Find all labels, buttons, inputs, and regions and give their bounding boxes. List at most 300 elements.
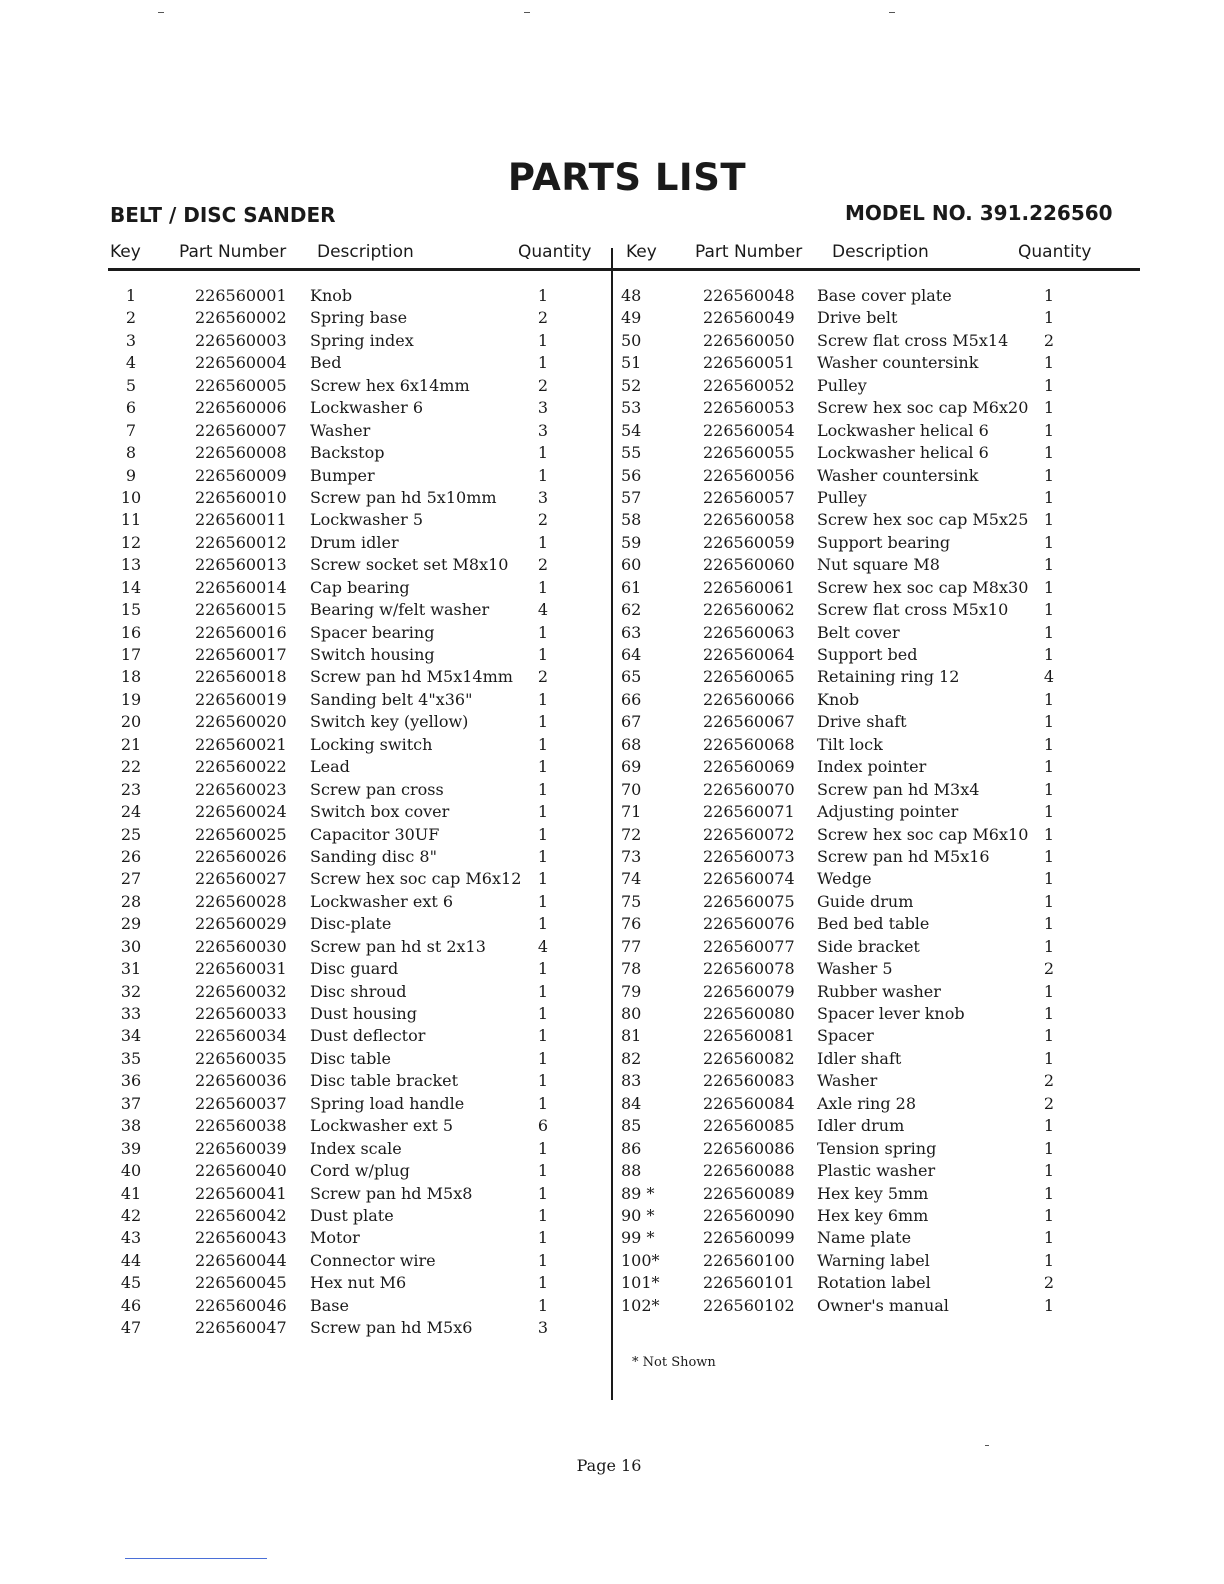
part-description: Bumper: [310, 465, 375, 485]
part-quantity: 1: [1043, 802, 1055, 822]
part-description: Tension spring: [817, 1138, 937, 1158]
part-description: Dust housing: [310, 1004, 417, 1023]
part-number: 226560062: [703, 600, 795, 620]
part-key: 69: [621, 757, 642, 777]
column-header-part-number: Part Number: [179, 242, 287, 262]
part-description: Spacer lever knob: [817, 1004, 965, 1023]
part-number: 226560023: [195, 779, 287, 799]
part-description: Spacer: [817, 1026, 874, 1046]
part-number: 226560046: [195, 1295, 287, 1315]
page-number: Page 16: [576, 1456, 642, 1475]
part-number: 226560060: [703, 555, 795, 575]
part-number: 226560080: [703, 1004, 795, 1023]
part-number: 226560044: [195, 1250, 287, 1270]
part-quantity: 1: [1043, 622, 1055, 642]
part-number: 226560051: [703, 353, 795, 373]
part-description: Side bracket: [817, 936, 920, 956]
part-number: 226560004: [195, 353, 287, 373]
part-number: 226560032: [195, 981, 287, 1001]
part-quantity: 1: [1043, 1205, 1055, 1225]
part-quantity: 1: [537, 891, 549, 911]
part-number: 226560022: [195, 757, 287, 777]
part-key: 59: [621, 532, 642, 552]
part-quantity: 4: [537, 600, 549, 620]
part-number: 226560033: [195, 1004, 287, 1023]
part-number: 226560099: [703, 1228, 795, 1248]
part-quantity: 1: [537, 802, 549, 822]
part-quantity: 3: [537, 487, 549, 507]
part-quantity: 1: [537, 712, 549, 732]
part-number: 226560082: [703, 1048, 795, 1068]
part-description: Screw hex soc cap M6x12: [310, 869, 522, 889]
part-key: 15: [120, 600, 142, 620]
part-key: 13: [120, 555, 142, 575]
part-description: Spacer bearing: [310, 622, 435, 642]
part-key: 4: [125, 353, 137, 373]
part-description: Warning label: [817, 1250, 930, 1270]
part-key: 53: [621, 398, 642, 418]
part-number: 226560043: [195, 1228, 287, 1248]
part-key: 100*: [621, 1250, 660, 1270]
part-number: 226560065: [703, 667, 795, 687]
part-key: 41: [120, 1183, 142, 1203]
part-quantity: 1: [1043, 1228, 1055, 1248]
part-quantity: 1: [537, 869, 549, 889]
part-description: Knob: [817, 689, 860, 709]
part-quantity: 1: [1043, 757, 1055, 777]
part-key: 88: [621, 1161, 642, 1181]
part-key: 63: [621, 622, 642, 642]
part-description: Washer countersink: [817, 465, 979, 485]
part-key: 83: [621, 1071, 642, 1091]
part-quantity: 1: [1043, 981, 1055, 1001]
part-description: Disc table bracket: [310, 1071, 459, 1091]
part-quantity: 1: [1043, 1004, 1055, 1023]
part-number: 226560052: [703, 375, 795, 395]
part-description: Nut square M8: [817, 555, 940, 575]
part-key: 76: [621, 914, 642, 934]
part-key: 33: [120, 1004, 142, 1023]
part-key: 101*: [621, 1273, 660, 1293]
part-description: Support bed: [817, 645, 918, 664]
part-number: 226560017: [195, 645, 287, 664]
column-header-quantity: Quantity: [1018, 242, 1092, 262]
part-key: 49: [621, 308, 642, 328]
part-key: 70: [621, 779, 642, 799]
product-name: BELT / DISC SANDER: [110, 203, 336, 227]
part-description: Disc table: [310, 1048, 391, 1068]
part-key: 2: [125, 308, 137, 328]
part-description: Index scale: [310, 1138, 402, 1158]
part-quantity: 1: [537, 577, 549, 597]
part-number: 226560013: [195, 555, 287, 575]
part-number: 226560058: [703, 510, 795, 530]
part-description: Hex key 5mm: [817, 1183, 929, 1203]
part-key: 34: [120, 1026, 142, 1046]
part-description: Washer countersink: [817, 353, 979, 373]
part-quantity: 1: [1043, 1183, 1055, 1203]
part-description: Lockwasher 5: [310, 510, 424, 530]
part-key: 12: [120, 532, 142, 552]
part-number: 226560063: [703, 622, 795, 642]
part-number: 226560101: [703, 1273, 795, 1293]
part-quantity: 1: [537, 846, 549, 866]
column-divider: [611, 248, 613, 1400]
part-description: Plastic washer: [817, 1161, 936, 1181]
part-key: 80: [621, 1004, 642, 1023]
part-description: Name plate: [817, 1228, 912, 1248]
part-quantity: 1: [1043, 645, 1055, 664]
part-quantity: 4: [1043, 667, 1055, 687]
page-title: PARTS LIST: [507, 156, 747, 199]
part-number: 226560049: [703, 308, 795, 328]
part-quantity: 1: [537, 1161, 549, 1181]
part-key: 26: [120, 846, 142, 866]
part-key: 39: [120, 1138, 142, 1158]
part-number: 226560015: [195, 600, 287, 620]
part-description: Screw pan hd M5x16: [817, 846, 990, 866]
part-number: 226560014: [195, 577, 287, 597]
part-key: 30: [120, 936, 142, 956]
part-description: Cord w/plug: [310, 1161, 410, 1181]
part-key: 84: [621, 1093, 642, 1113]
part-quantity: 1: [537, 532, 549, 552]
part-description: Belt cover: [817, 622, 900, 642]
part-description: Lockwasher ext 6: [310, 891, 454, 911]
part-number: 226560029: [195, 914, 287, 934]
part-description: Pulley: [817, 487, 867, 507]
part-quantity: 1: [537, 622, 549, 642]
part-quantity: 1: [1043, 510, 1055, 530]
part-number: 226560020: [195, 712, 287, 732]
part-quantity: 1: [537, 443, 549, 463]
part-number: 226560038: [195, 1116, 287, 1136]
part-description: Lockwasher helical 6: [817, 420, 989, 440]
part-quantity: 2: [537, 510, 549, 530]
part-key: 81: [621, 1026, 642, 1046]
part-number: 226560059: [703, 532, 795, 552]
part-number: 226560068: [703, 734, 795, 754]
part-key: 60: [621, 555, 642, 575]
part-description: Pulley: [817, 375, 867, 395]
part-quantity: 1: [537, 1183, 549, 1203]
part-quantity: 1: [1043, 353, 1055, 373]
part-key: 64: [621, 645, 642, 664]
part-number: 226560039: [195, 1138, 287, 1158]
part-number: 226560006: [195, 398, 287, 418]
column-header-quantity: Quantity: [518, 242, 592, 262]
part-description: Screw pan cross: [310, 779, 444, 799]
part-quantity: 1: [537, 1004, 549, 1023]
part-quantity: 1: [537, 779, 549, 799]
part-quantity: 1: [1043, 532, 1055, 552]
part-quantity: 1: [537, 465, 549, 485]
part-quantity: 1: [1043, 824, 1055, 844]
part-number: 226560021: [195, 734, 287, 754]
part-number: 226560048: [703, 286, 795, 305]
part-quantity: 1: [1043, 1048, 1055, 1068]
part-key: 25: [120, 824, 142, 844]
part-number: 226560007: [195, 420, 287, 440]
part-key: 52: [621, 375, 642, 395]
part-quantity: 1: [537, 824, 549, 844]
part-key: 86: [621, 1138, 642, 1158]
part-key: 32: [120, 981, 142, 1001]
part-key: 77: [621, 936, 642, 956]
part-description: Idler drum: [817, 1116, 905, 1136]
part-description: Rotation label: [817, 1273, 931, 1293]
part-key: 17: [120, 645, 142, 664]
part-number: 226560056: [703, 465, 795, 485]
part-key: 61: [621, 577, 642, 597]
part-number: 226560072: [703, 824, 795, 844]
scan-mark: [524, 12, 530, 13]
part-description: Base cover plate: [817, 286, 952, 305]
part-key: 22: [120, 757, 142, 777]
part-quantity: 2: [537, 375, 549, 395]
part-number: 226560089: [703, 1183, 795, 1203]
part-number: 226560008: [195, 443, 287, 463]
part-quantity: 1: [1043, 1026, 1055, 1046]
part-key: 74: [621, 869, 642, 889]
part-key: 37: [120, 1093, 142, 1113]
part-number: 226560018: [195, 667, 287, 687]
part-key: 1: [125, 286, 137, 305]
part-quantity: 2: [1043, 1093, 1055, 1113]
part-number: 226560054: [703, 420, 795, 440]
part-number: 226560012: [195, 532, 287, 552]
part-description: Screw pan hd M3x4: [817, 779, 980, 799]
part-key: 48: [621, 286, 642, 305]
part-number: 226560081: [703, 1026, 795, 1046]
part-description: Washer: [310, 420, 371, 440]
part-quantity: 3: [537, 420, 549, 440]
part-key: 29: [120, 914, 142, 934]
part-description: Screw pan hd st 2x13: [310, 936, 486, 956]
part-description: Owner's manual: [817, 1295, 949, 1315]
part-quantity: 1: [537, 1026, 549, 1046]
part-description: Screw pan hd 5x10mm: [310, 487, 497, 507]
part-key: 35: [120, 1048, 142, 1068]
part-description: Switch housing: [310, 645, 435, 664]
part-quantity: 1: [1043, 308, 1055, 328]
footnote: * Not Shown: [632, 1355, 716, 1370]
part-key: 6: [125, 398, 137, 418]
part-description: Spring index: [310, 330, 414, 350]
part-description: Lockwasher helical 6: [817, 443, 989, 463]
part-quantity: 3: [537, 1318, 549, 1338]
part-number: 226560041: [195, 1183, 287, 1203]
part-number: 226560070: [703, 779, 795, 799]
part-quantity: 1: [1043, 936, 1055, 956]
part-quantity: 1: [537, 330, 549, 350]
part-key: 43: [120, 1228, 142, 1248]
part-key: 3: [125, 330, 137, 350]
part-key: 38: [120, 1116, 142, 1136]
part-quantity: 1: [1043, 577, 1055, 597]
part-quantity: 2: [537, 667, 549, 687]
part-key: 82: [621, 1048, 642, 1068]
part-quantity: 1: [537, 734, 549, 754]
part-key: 58: [621, 510, 642, 530]
part-number: 226560100: [703, 1250, 795, 1270]
part-description: Dust deflector: [310, 1026, 426, 1046]
part-description: Screw socket set M8x10: [310, 555, 509, 575]
part-quantity: 1: [537, 689, 549, 709]
part-number: 226560035: [195, 1048, 287, 1068]
part-description: Idler shaft: [817, 1048, 902, 1068]
column-header-key: Key: [110, 242, 141, 262]
part-quantity: 1: [1043, 398, 1055, 418]
part-key: 67: [621, 712, 642, 732]
part-key: 78: [621, 959, 642, 979]
part-number: 226560061: [703, 577, 795, 597]
part-quantity: 1: [1043, 712, 1055, 732]
part-description: Washer 5: [817, 959, 893, 979]
part-number: 226560071: [703, 802, 795, 822]
part-quantity: 1: [537, 1048, 549, 1068]
part-key: 57: [621, 487, 642, 507]
part-description: Dust plate: [310, 1205, 394, 1225]
part-key: 75: [621, 891, 642, 911]
part-quantity: 1: [1043, 600, 1055, 620]
part-key: 44: [120, 1250, 142, 1270]
part-key: 36: [120, 1071, 142, 1091]
part-number: 226560084: [703, 1093, 795, 1113]
part-description: Drive belt: [817, 308, 898, 328]
part-key: 68: [621, 734, 642, 754]
part-number: 226560011: [195, 510, 287, 530]
part-number: 226560047: [195, 1318, 287, 1338]
part-quantity: 1: [537, 757, 549, 777]
part-key: 90 *: [621, 1205, 655, 1225]
part-description: Locking switch: [310, 734, 433, 754]
part-description: Disc-plate: [310, 914, 392, 934]
part-quantity: 1: [1043, 689, 1055, 709]
scan-mark: [158, 12, 164, 13]
part-quantity: 1: [1043, 420, 1055, 440]
part-number: 226560042: [195, 1205, 287, 1225]
part-number: 226560036: [195, 1071, 287, 1091]
part-key: 31: [120, 959, 142, 979]
column-header-description: Description: [317, 242, 414, 262]
part-description: Screw hex soc cap M8x30: [817, 577, 1029, 597]
part-description: Base: [310, 1295, 349, 1315]
part-description: Drum idler: [310, 532, 399, 552]
part-key: 47: [120, 1318, 142, 1338]
part-description: Screw pan hd M5x6: [310, 1318, 473, 1338]
part-number: 226560009: [195, 465, 287, 485]
part-quantity: 1: [1043, 869, 1055, 889]
part-number: 226560064: [703, 645, 795, 664]
part-number: 226560077: [703, 936, 795, 956]
part-description: Axle ring 28: [817, 1093, 917, 1113]
part-number: 226560083: [703, 1071, 795, 1091]
part-description: Sanding belt 4"x36": [310, 689, 473, 709]
part-quantity: 1: [1043, 1161, 1055, 1181]
part-description: Screw flat cross M5x10: [817, 600, 1009, 620]
part-description: Disc guard: [310, 959, 399, 979]
part-description: Lockwasher 6: [310, 398, 424, 418]
part-key: 10: [120, 487, 142, 507]
part-number: 226560040: [195, 1161, 287, 1181]
part-number: 226560050: [703, 330, 795, 350]
part-key: 71: [621, 802, 642, 822]
part-quantity: 1: [537, 1250, 549, 1270]
part-key: 21: [120, 734, 142, 754]
part-quantity: 1: [1043, 465, 1055, 485]
part-key: 79: [621, 981, 642, 1001]
part-description: Drive shaft: [817, 712, 907, 732]
part-quantity: 2: [1043, 1071, 1055, 1091]
part-quantity: 1: [1043, 734, 1055, 754]
part-key: 27: [120, 869, 142, 889]
part-number: 226560027: [195, 869, 287, 889]
part-description: Tilt lock: [817, 734, 883, 754]
part-quantity: 1: [537, 1205, 549, 1225]
part-quantity: 1: [1043, 375, 1055, 395]
part-description: Hex nut M6: [310, 1273, 407, 1293]
part-description: Spring base: [310, 308, 408, 328]
part-quantity: 1: [1043, 487, 1055, 507]
part-quantity: 1: [537, 959, 549, 979]
part-description: Screw hex 6x14mm: [310, 375, 470, 395]
part-number: 226560034: [195, 1026, 287, 1046]
part-quantity: 1: [1043, 846, 1055, 866]
part-number: 226560010: [195, 487, 287, 507]
part-quantity: 2: [537, 555, 549, 575]
part-number: 226560025: [195, 824, 287, 844]
part-description: Switch key (yellow): [310, 712, 469, 732]
part-quantity: 1: [1043, 555, 1055, 575]
part-description: Guide drum: [817, 891, 914, 911]
part-key: 45: [120, 1273, 142, 1293]
part-quantity: 1: [537, 981, 549, 1001]
part-description: Capacitor 30UF: [310, 824, 440, 844]
part-quantity: 1: [537, 1138, 549, 1158]
part-number: 226560076: [703, 914, 795, 934]
part-quantity: 1: [537, 1228, 549, 1248]
part-quantity: 1: [1043, 1116, 1055, 1136]
part-quantity: 3: [537, 398, 549, 418]
part-number: 226560024: [195, 802, 287, 822]
part-number: 226560057: [703, 487, 795, 507]
header-rule: [108, 268, 1140, 271]
part-key: 19: [120, 689, 142, 709]
part-key: 55: [621, 443, 642, 463]
part-number: 226560001: [195, 286, 287, 305]
part-description: Hex key 6mm: [817, 1205, 929, 1225]
part-quantity: 2: [1043, 1273, 1055, 1293]
part-quantity: 1: [537, 914, 549, 934]
part-number: 226560073: [703, 846, 795, 866]
part-quantity: 1: [537, 1093, 549, 1113]
part-quantity: 1: [537, 1071, 549, 1091]
part-description: Screw hex soc cap M6x20: [817, 398, 1029, 418]
part-number: 226560086: [703, 1138, 795, 1158]
part-quantity: 1: [1043, 443, 1055, 463]
part-number: 226560067: [703, 712, 795, 732]
part-description: Screw pan hd M5x14mm: [310, 667, 513, 687]
part-key: 54: [621, 420, 642, 440]
part-number: 226560019: [195, 689, 287, 709]
part-description: Support bearing: [817, 532, 951, 552]
part-number: 226560003: [195, 330, 287, 350]
part-quantity: 6: [537, 1116, 549, 1136]
part-key: 62: [621, 600, 642, 620]
part-key: 9: [125, 465, 137, 485]
part-quantity: 1: [1043, 891, 1055, 911]
